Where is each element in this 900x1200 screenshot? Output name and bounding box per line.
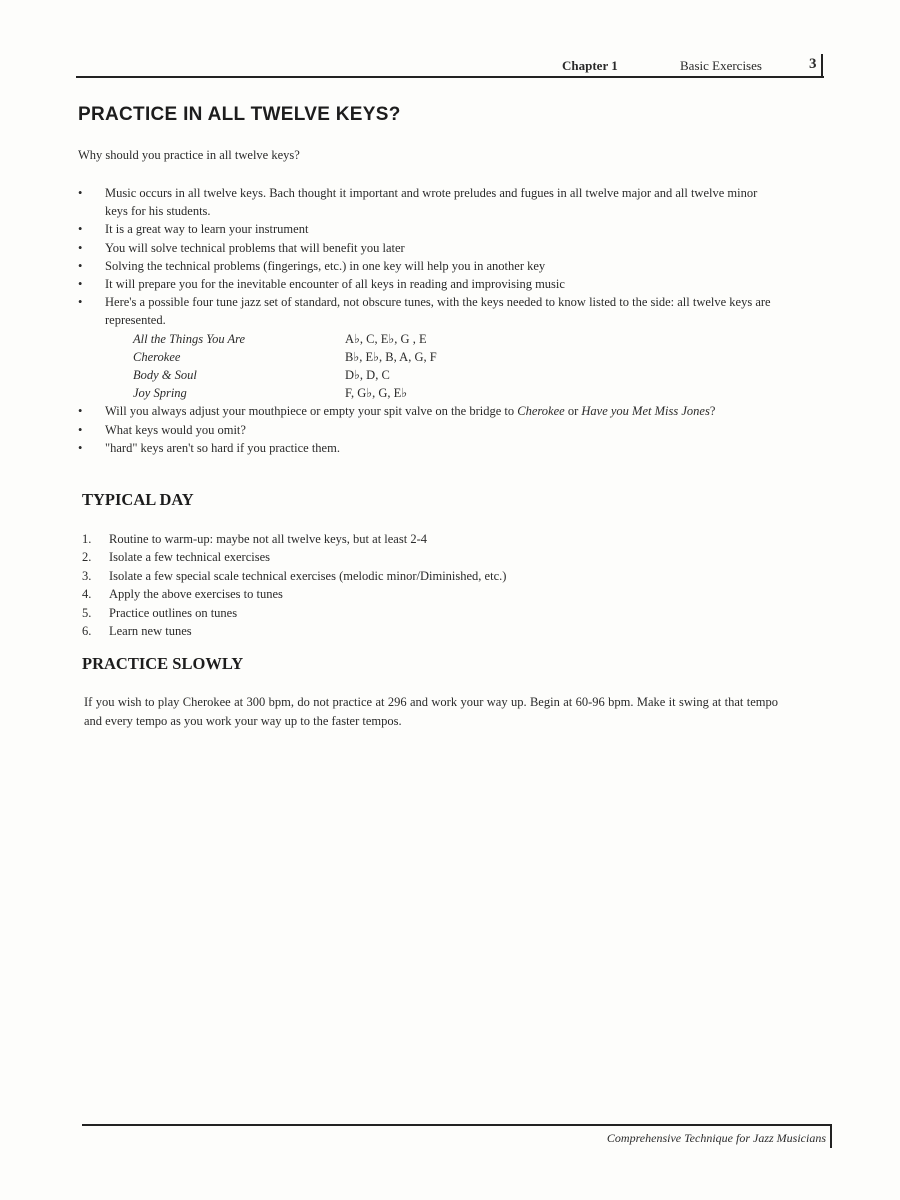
table-row xyxy=(133,366,437,384)
section-title-practice-slowly: PRACTICE SLOWLY xyxy=(82,654,244,673)
practice-slowly-paragraph: If you wish to play Cherokee at 300 bpm, do not practice at 296 and work your way up. Begin at 60-96 bpm. Make it swing at that tempo and every tempo as you work your way up to the faster tempos. xyxy=(84,695,778,728)
bullet-icon: • xyxy=(78,404,83,419)
list-item-text: Here's a possible four tune jazz set of standard, not obscure tunes, with the keys needed to know listed to the side: all twelve keys are represented. xyxy=(105,295,771,328)
step-number: 1. xyxy=(82,532,92,546)
list-item xyxy=(78,220,778,238)
list-item xyxy=(78,439,778,457)
bullet-icon: • xyxy=(78,295,83,310)
running-footer xyxy=(82,1124,832,1146)
list-item xyxy=(82,530,782,548)
page-number: 3 xyxy=(809,56,817,72)
table-row xyxy=(133,348,437,366)
list-item-text xyxy=(105,404,715,418)
step-text: Routine to warm-up: maybe not all twelve keys, but at least 2-4 xyxy=(109,532,427,546)
step-text: Learn new tunes xyxy=(109,624,192,639)
running-header xyxy=(76,56,824,78)
list-item xyxy=(82,585,782,603)
list-item-text: Solving the technical problems (fingerings, etc.) in one key will help you in another key xyxy=(105,258,546,273)
list-item xyxy=(82,604,782,622)
footer-rule-tick xyxy=(830,1126,832,1148)
step-text: Isolate a few technical exercises xyxy=(109,550,271,565)
table-row xyxy=(133,330,437,348)
step-number: 6. xyxy=(82,624,92,639)
bullet-icon: • xyxy=(78,258,83,273)
step-text: Practice outlines on tunes xyxy=(109,605,238,620)
list-item-text: It is a great way to learn your instrument xyxy=(105,222,309,237)
tune-keys: B♭, E♭, B, A, G, F xyxy=(345,349,437,364)
list-item-text: "hard" keys aren't so hard if you practice them. xyxy=(105,440,340,455)
step-text: Apply the above exercises to tunes xyxy=(109,587,283,602)
tune-name: Body & Soul xyxy=(133,368,197,383)
intro-question: Why should you practice in all twelve keys? xyxy=(78,148,300,162)
list-item xyxy=(78,275,778,293)
list-item xyxy=(78,257,778,275)
typical-day-list xyxy=(82,530,782,640)
header-section: Basic Exercises xyxy=(680,58,762,73)
header-chapter: Chapter 1 xyxy=(562,58,618,73)
bullet-icon: • xyxy=(78,422,83,437)
tune-name: All the Things You Are xyxy=(133,331,246,346)
section-title-twelve-keys: PRACTICE IN ALL TWELVE KEYS? xyxy=(78,104,401,125)
tune-title-miss-jones: Have you Met Miss Jones xyxy=(581,404,710,419)
text-run: Will you always adjust your mouthpiece or empty your spit valve on the bridge to xyxy=(105,404,518,419)
bullet-icon: • xyxy=(78,222,83,237)
tune-key-table xyxy=(133,330,437,403)
bullet-icon: • xyxy=(78,186,83,200)
list-item xyxy=(78,239,778,257)
tune-keys: A♭, C, E♭, G , E xyxy=(345,331,427,346)
list-item xyxy=(78,421,778,439)
bullet-icon: • xyxy=(78,440,83,455)
step-number: 3. xyxy=(82,568,92,583)
table-row xyxy=(133,384,437,402)
list-item-text: Music occurs in all twelve keys. Bach thought it important and wrote preludes and fugues in all twelve major and all twelve minor keys for his students. xyxy=(105,186,758,219)
list-item xyxy=(78,293,778,402)
tune-keys: D♭, D, C xyxy=(345,368,390,383)
tune-name: Cherokee xyxy=(133,349,181,364)
list-item xyxy=(82,567,782,585)
step-text: Isolate a few special scale technical exercises (melodic minor/Diminished, etc.) xyxy=(109,568,507,583)
list-item xyxy=(82,548,782,566)
list-item-text: What keys would you omit? xyxy=(105,422,246,437)
step-number: 4. xyxy=(82,587,92,602)
text-run: ? xyxy=(709,404,716,419)
list-item xyxy=(78,184,778,220)
bullet-icon: • xyxy=(78,240,83,255)
tune-title-cherokee: Cherokee xyxy=(517,404,565,419)
text-run: or xyxy=(564,404,582,419)
step-number: 2. xyxy=(82,550,92,565)
tune-keys: F, G♭, G, E♭ xyxy=(345,386,408,401)
section-title-typical-day: TYPICAL DAY xyxy=(82,490,194,509)
bullet-icon: • xyxy=(78,277,83,292)
reasons-list xyxy=(78,184,778,457)
footer-book-title: Comprehensive Technique for Jazz Musicians xyxy=(606,1131,826,1145)
header-rule-tick xyxy=(821,54,823,76)
list-item-text: It will prepare you for the inevitable encounter of all keys in reading and improvising music xyxy=(105,277,565,292)
tune-name: Joy Spring xyxy=(133,386,187,401)
list-item xyxy=(82,622,782,640)
list-item xyxy=(78,402,778,420)
step-number: 5. xyxy=(82,605,92,620)
list-item-text: You will solve technical problems that will benefit you later xyxy=(105,240,405,255)
